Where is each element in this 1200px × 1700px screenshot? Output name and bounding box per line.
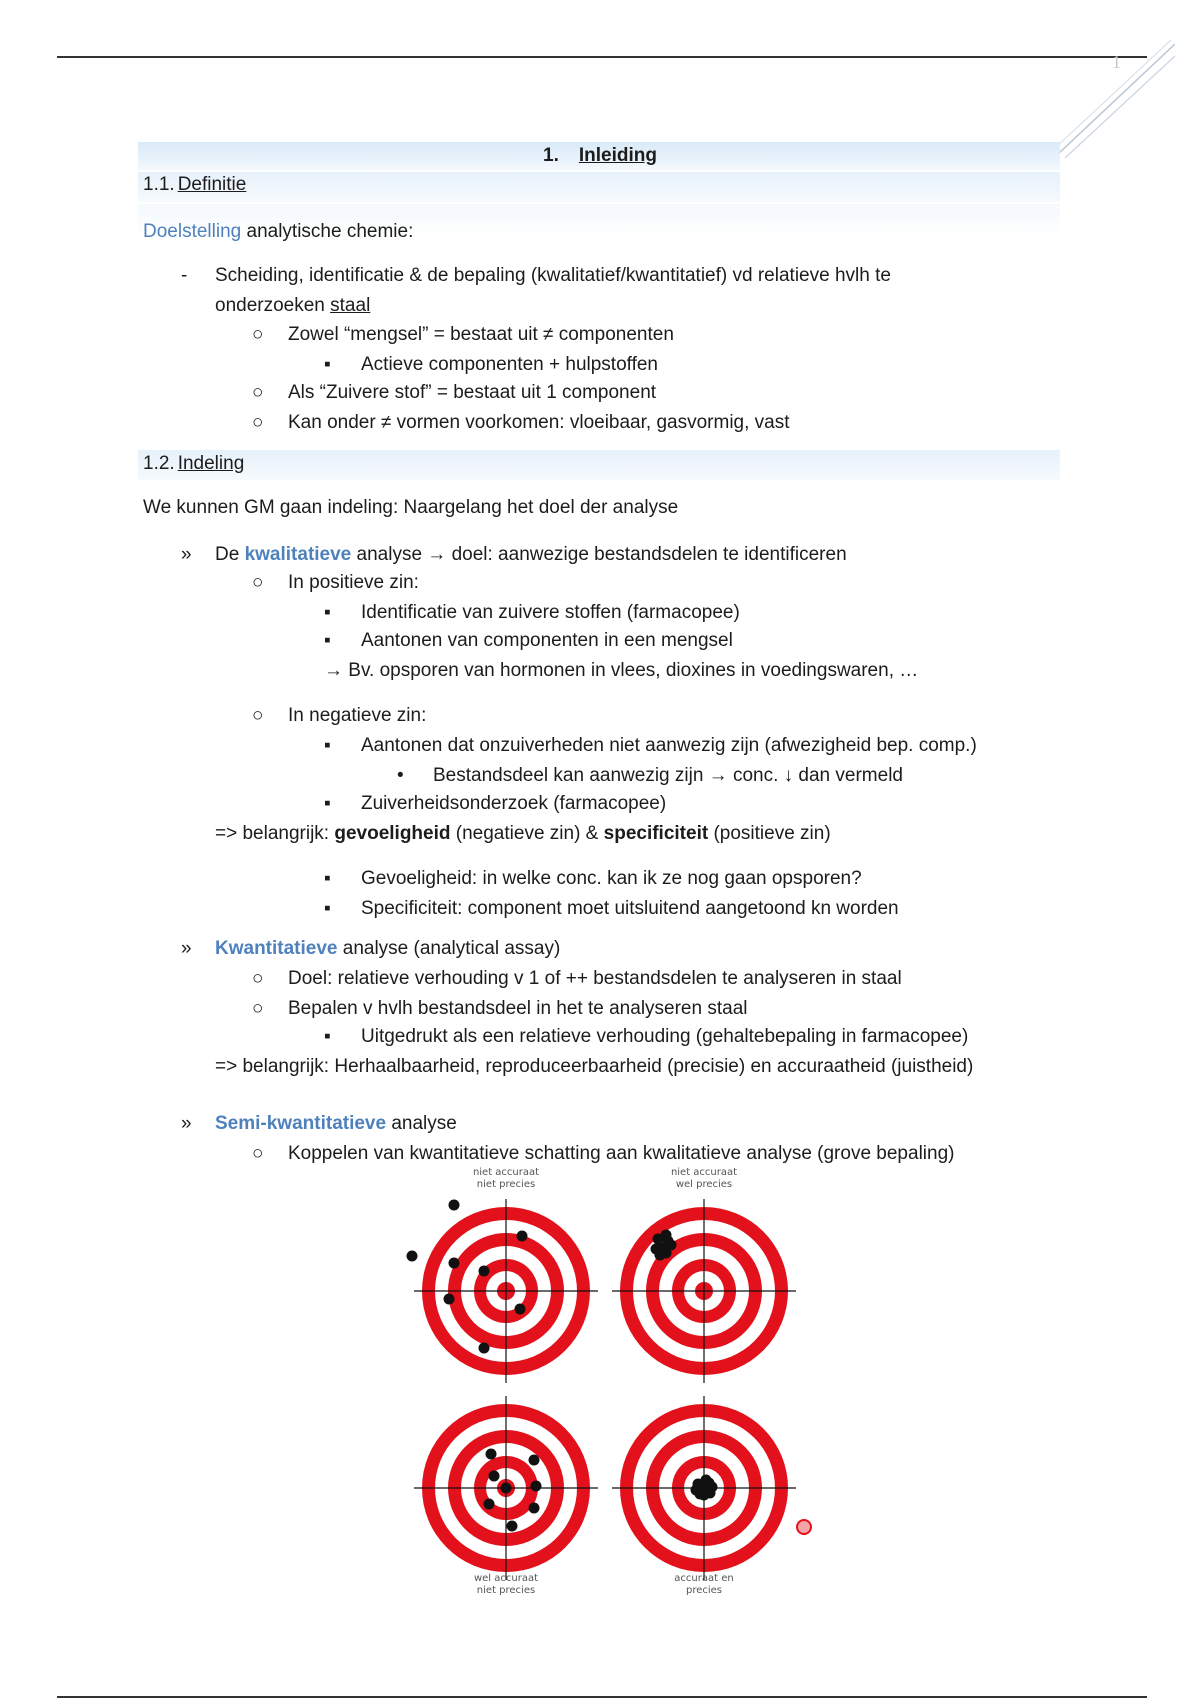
list-item: In negatieve zin: [288,705,427,726]
shot-dot [529,1503,540,1514]
bold-term: specificiteit [603,823,709,844]
list-item: Zuiverheidsonderzoek (farmacopee) [361,793,667,814]
caption-bottom-right-2: precies [685,1585,723,1596]
square-bullet: ▪ [324,1026,331,1047]
shot-dot [515,1304,526,1315]
list-item: Koppelen van kwantitatieve schatting aan kwalitatieve analyse (grove bepaling) [288,1143,955,1164]
list-item: Bepalen v hvlh bestandsdeel in het te analyseren staal [288,998,748,1019]
circle-bullet: ○ [252,412,264,433]
note-text: (positieve zin) [708,823,831,844]
square-bullet: ▪ [324,354,331,375]
shot-dot [517,1231,528,1242]
intro-text: analytische chemie: [241,221,414,242]
list-item: Aantonen dat onzuiverheden niet aanwezig zijn (afwezigheid bep. comp.) [361,735,977,756]
section-title: Indeling [177,453,245,474]
target-top-right [612,1199,796,1383]
caption-bottom-left-2: niet precies [476,1585,536,1596]
underlined-term: staal [330,295,371,316]
list-item: In positieve zin: [288,572,419,593]
chevron-bullet: » [181,544,192,565]
list-item: Actieve componenten + hulpstoffen [361,354,658,375]
list-item: Als “Zuivere stof” = bestaat uit 1 component [288,382,657,403]
list-item: Specificiteit: component moet uitsluitend aangetoond kn worden [361,898,899,919]
note-text: (negatieve zin) & [450,823,604,844]
shot-dot [501,1483,512,1494]
page-title-number: 1. [543,145,559,166]
shot-dot [449,1200,460,1211]
important-note [215,822,831,846]
caption-bottom-left-1: wel accuraat [473,1573,539,1584]
shot-dot [707,1482,718,1493]
list-item: Kan onder ≠ vormen voorkomen: vloeibaar, gasvormig, vast [288,412,790,433]
list-item: Scheiding, identificatie & de bepaling (kwalitatief/kwantitatief) vd relatieve hvlh te [215,265,891,286]
circle-bullet: ○ [252,705,264,726]
circle-bullet: ○ [252,968,264,989]
list-item: Gevoeligheid: in welke conc. kan ik ze nog gaan opsporen? [361,868,862,889]
shot-dot [486,1449,497,1460]
shot-dot [489,1471,500,1482]
section-1-1-heading [143,173,246,197]
list-item: Uitgedrukt als een relatieve verhouding (gehaltebepaling in farmacopee) [361,1026,969,1047]
shot-dot [479,1266,490,1277]
bold-term: gevoeligheid [334,823,451,844]
target-bottom-left [414,1396,598,1580]
example-line: → Bv. opsporen van hormonen in vlees, dioxines in voedingswaren, … [324,660,919,681]
shot-dot [699,1490,710,1501]
indeling-intro: We kunnen GM gaan indeling: Naargelang het doel der analyse [143,497,679,518]
section-number: 1.2. [143,453,175,474]
shot-dot [449,1258,460,1269]
note-prefix: => belangrijk: [215,823,335,844]
dash-marker: - [181,265,188,286]
cursor-marker [797,1520,811,1534]
caption-bottom-right-1: accuraat en [674,1573,734,1584]
page-title [0,144,1200,168]
square-bullet: ▪ [324,898,331,919]
item-prefix: De [215,544,245,565]
footer-rule [57,1696,1147,1698]
shot-dot [655,1250,666,1261]
chevron-bullet: » [181,938,192,959]
square-bullet: ▪ [324,630,331,651]
highlight-term: Kwantitatieve [215,938,338,959]
square-bullet: ▪ [324,735,331,756]
list-item-continuation [215,294,370,318]
circle-bullet: ○ [252,324,264,345]
square-bullet: ▪ [324,602,331,623]
target-top-left [407,1199,599,1383]
shot-dot [484,1499,495,1510]
shot-dot [479,1343,490,1354]
shot-dot [507,1521,518,1532]
section-1-2-heading [143,452,244,476]
list-item: Doel: relatieve verhouding v 1 of ++ bestandsdelen te analyseren in staal [288,968,902,989]
page-title-text: Inleiding [578,145,657,166]
list-item: Identificatie van zuivere stoffen (farmacopee) [361,602,740,623]
chevron-bullet: » [181,1113,192,1134]
highlight-term: kwalitatieve [244,544,352,565]
circle-bullet: ○ [252,572,264,593]
page-number: 1 [1112,52,1121,72]
shot-dot [407,1251,418,1262]
subheading-band [138,172,1060,202]
important-note: => belangrijk: Herhaalbaarheid, reproduceerbaarheid (precisie) en accuraatheid (juistheid) [215,1056,974,1077]
shot-dot [663,1236,674,1247]
list-item: Aantonen van componenten in een mengsel [361,630,733,651]
item-text: analyse → doel: aanwezige bestandsdelen te identificeren [351,544,847,565]
target-bottom-right [612,1396,796,1580]
semi-kwantitatieve-item [215,1112,457,1136]
list-item: Zowel “mengsel” = bestaat uit ≠ componenten [288,324,674,345]
shot-dot [444,1294,455,1305]
list-item: Bestandsdeel kan aanwezig zijn → conc. ↓ dan vermeld [433,765,903,786]
highlight-term: Semi-kwantitatieve [215,1113,387,1134]
list-item-text: onderzoeken [215,295,331,316]
targets-svg [350,1158,850,1698]
corner-decoration [1055,40,1175,160]
circle-bullet: ○ [252,998,264,1019]
caption-top-right-1: niet accuraat [670,1167,738,1178]
section-title: Definitie [177,174,247,195]
circle-bullet: ○ [252,382,264,403]
subheading-band [138,450,1060,480]
circle-bullet: ○ [252,1143,264,1164]
shot-dot [531,1481,542,1492]
item-text: analyse [386,1113,457,1134]
header-rule [57,56,1147,58]
section-number: 1.1. [143,174,175,195]
item-text: analyse (analytical assay) [337,938,561,959]
caption-top-right-2: wel precies [675,1179,733,1190]
square-bullet: ▪ [324,868,331,889]
shot-dot [529,1455,540,1466]
kwantitatieve-item [215,937,560,961]
highlight-term: Doelstelling [143,221,242,242]
accuracy-precision-figure [350,1158,850,1698]
definition-intro [143,220,413,244]
caption-top-left-2: niet precies [476,1179,536,1190]
dot-bullet: • [397,765,404,786]
kwalitatieve-item [215,543,847,567]
square-bullet: ▪ [324,793,331,814]
caption-top-left-1: niet accuraat [472,1167,540,1178]
